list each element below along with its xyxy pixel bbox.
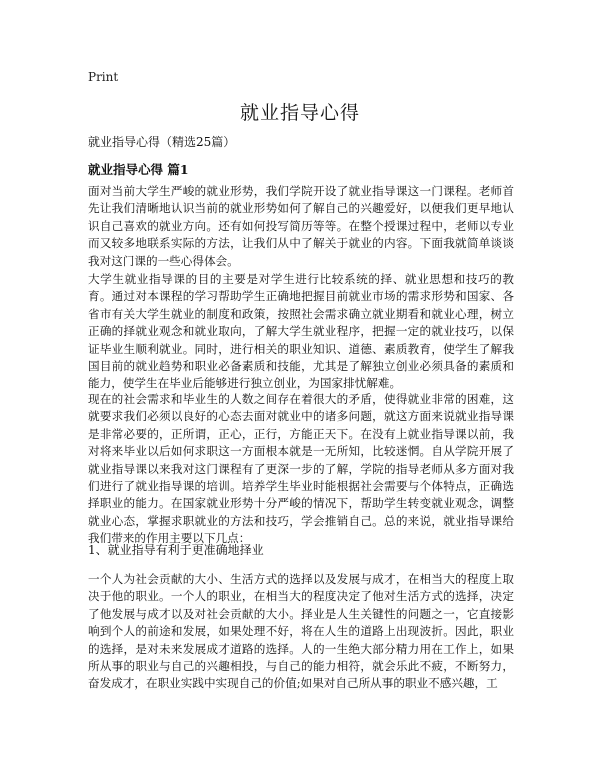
paragraph: 大学生就业指导课的目的主要是对学生进行比较系统的择、就业思想和技巧的教育。通过对本课程的学习帮助学生正确地把握目前就业市场的需求形势和国家、各省市有关大学生就业的制度和政策，按照社会需求确立就业期看和就业心理，树立正确的择就业观念和就业取向，了解大学生就业程序，把握一定的就业技巧，以保证毕业生顺利就业。同时，进行相关的职业知识、道德、素质教育，使学生了解我国目前的就业趋势和职业必备素质和技能，尤其是了解独立创业必须具备的素质和能力，使学生在毕业后能够进行独立创业，为国家排忧解难。: [88, 272, 514, 391]
paragraph: 现在的社会需求和毕业生的人数之间存在着很大的矛盾，使得就业非常的困难，这就要求我们必须以良好的心态去面对就业中的诸多问题，就这方面来说就业指导课是非常必要的，正所谓，正心，正行，方能正天下。在没有上就业指导课以前，我对将来毕业以后如何求职这一方面根本就是一无所知，比较迷惘。自从学院开展了就业指导课以来我对这门课程有了更深一步的了解，学院的指导老师从多方面对我们进行了就业指导课的培训。培养学生毕业时能根据社会需要与个体特点，正确选择职业的能力。在国家就业形势十分严峻的情况下，帮助学生转变就业观念，调整就业心态，掌握求职就业的方法和技巧，学会推销自己。总的来说，就业指导课给我们带来的作用主要以下几点：: [88, 392, 514, 546]
document-subtitle: 就业指导心得（精选25篇）: [88, 135, 236, 149]
paragraph: 一个人为社会贡献的大小、生活方式的选择以及发展与成才，在相当大的程度上取决于他的职业。一个人的职业，在相当大的程度决定了他对生活方式的选择，决定了他发展与成才以及对社会贡献的大小。择业是人生关键性的问题之一，它直接影响到个人的前途和发展，如果处理不好，将在人生的道路上出现波折。因此，职业的选择，是对未来发展成才道路的选择。人的一生绝大部分精力用在工作上，如果所从事的职业与自己的兴趣相投，与自己的能力相符，就会乐此不疲，不断努力，奋发成才，在职业实践中实现自己的价值;如果对自己所从事的职业不感兴趣，工: [88, 572, 514, 691]
document-title: 就业指导心得: [239, 102, 360, 124]
paragraph: 面对当前大学生严峻的就业形势，我们学院开设了就业指导课这一门课程。老师首先让我们清晰地认识当前的就业形势如何了解自己的兴趣爱好，以便我们更早地认识自己喜欢的就业方向。还有如何投写简历等等。在整个授课过程中，老师以专业而又较多地联系实际的方法，让我们从中了解关于就业的内容。下面我就简单谈谈我对这门课的一些心得体会。: [88, 184, 514, 268]
print-link[interactable]: Print: [88, 70, 119, 84]
list-heading: 1、就业指导有利于更准确地择业: [88, 543, 264, 557]
section-heading: 就业指导心得 篇1: [88, 162, 189, 177]
